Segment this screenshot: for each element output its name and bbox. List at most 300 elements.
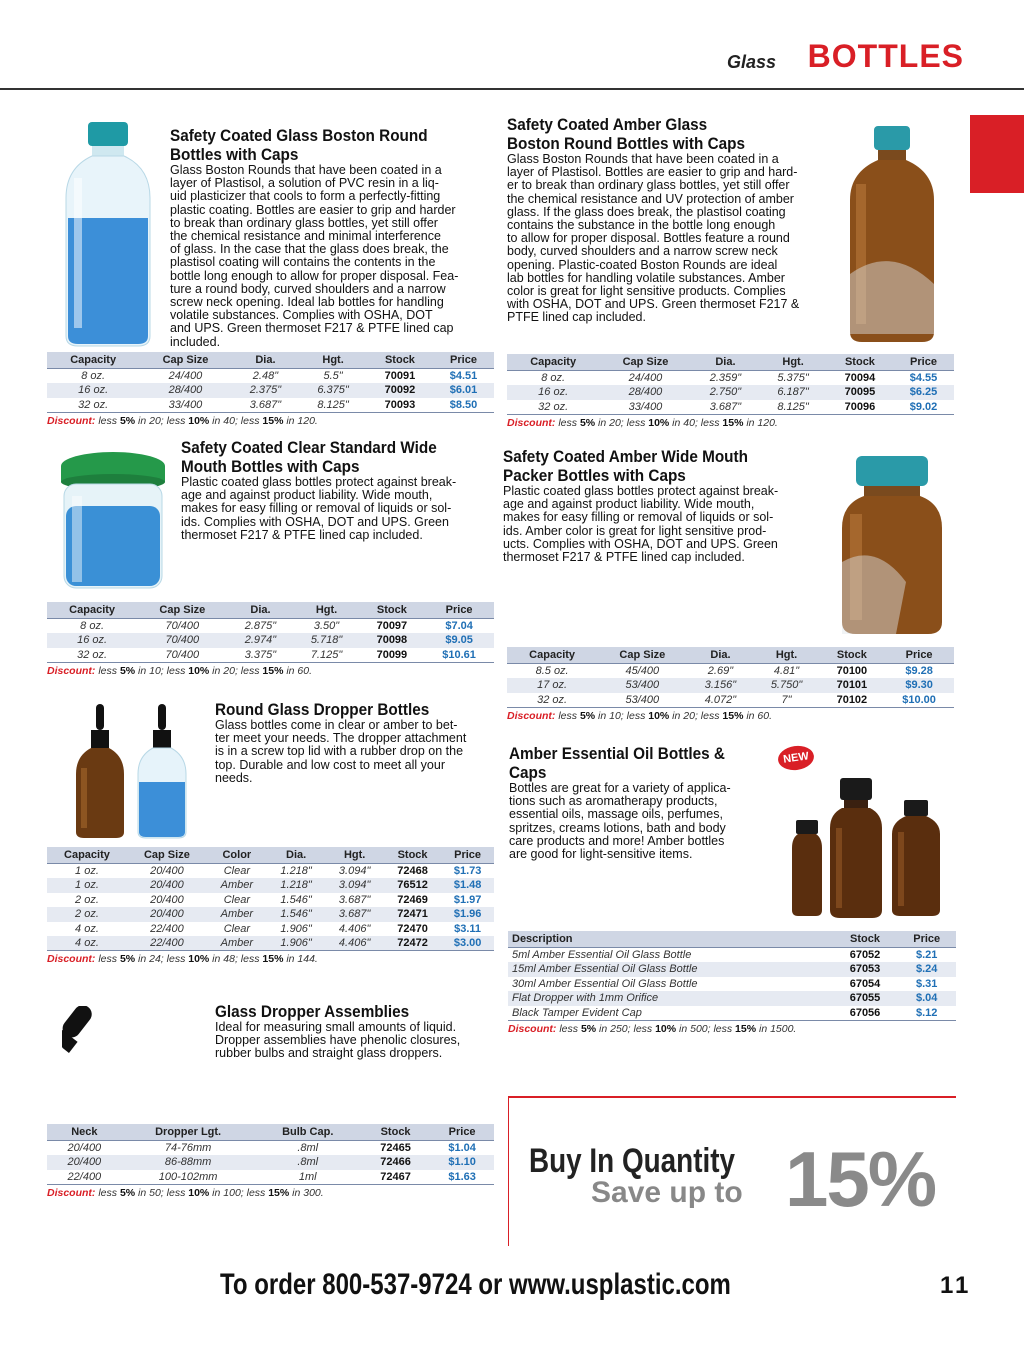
cell: 3.687" — [692, 400, 760, 415]
price-cell: $.31 — [915, 977, 938, 990]
table-row — [47, 398, 494, 413]
cell: 1.218" — [280, 865, 312, 877]
discount-text: in 250; less — [596, 1022, 656, 1035]
cell: 70/400 — [165, 620, 200, 632]
discount-text: in 120. — [743, 416, 778, 429]
s3-title — [181, 438, 462, 476]
col-header: Stock — [360, 602, 425, 619]
discount-pct: 5% — [119, 1186, 136, 1199]
table-row — [47, 907, 494, 922]
discount-text: in 120. — [283, 414, 318, 427]
s1-product-table — [47, 352, 494, 413]
price-cell: $.12 — [897, 1006, 956, 1021]
cell: 70/400 — [137, 633, 227, 648]
s3-desc-line: ids. Complies with OSHA, DOT and UPS. Green — [181, 514, 449, 529]
cell: 32 oz. — [47, 648, 137, 663]
price-cell: $4.55 — [909, 372, 938, 384]
discount-label: Discount: — [47, 664, 96, 677]
discount-label: Discount: — [507, 709, 556, 722]
cell: 3.687" — [338, 893, 371, 906]
cell: 20/400 — [150, 865, 184, 877]
price-cell: $9.30 — [884, 678, 954, 693]
s4-title-line: Packer Bottles with Caps — [503, 466, 686, 485]
cell: 8.125" — [299, 398, 367, 413]
discount-pct: 10% — [188, 1186, 210, 1199]
amber-packer-bottle-image — [836, 452, 948, 638]
discount-pct: 15% — [722, 416, 744, 429]
s2-desc-line: Glass Boston Rounds that have been coated in a — [507, 152, 779, 166]
cell: 20/400 — [150, 893, 184, 906]
s1-desc-line: plastic coating. Bottles are easier to grip and harder — [170, 202, 456, 217]
cell: Amber — [207, 936, 267, 951]
cell: Flat Dropper with 1mm Orifice — [508, 991, 833, 1006]
table-row — [47, 1155, 494, 1170]
discount-pct: 15% — [262, 953, 284, 965]
cell: 74-76mm — [164, 1142, 212, 1154]
stock-cell: 70096 — [827, 400, 893, 415]
discount-text: in 10; less — [135, 664, 189, 677]
promo-line2: Save up to — [591, 1176, 743, 1209]
price-cell: $1.73 — [453, 865, 482, 877]
table-row — [508, 977, 956, 992]
s1-desc-line: and UPS. Green thermoset F217 & PTFE lined cap — [170, 321, 454, 336]
table-row — [507, 664, 954, 679]
col-header: Dropper Lgt. — [122, 1124, 255, 1141]
s6-desc-line: are good for light-sensitive items. — [509, 847, 693, 862]
cell: 3.375" — [227, 648, 293, 663]
table-row — [508, 948, 956, 963]
discount-text: in 20; less — [669, 709, 723, 722]
s1-title-line: Bottles with Caps — [170, 145, 299, 164]
s1-table-block — [47, 352, 494, 427]
s3-table-block — [47, 602, 494, 677]
cell: Clear — [223, 893, 250, 906]
cell: Amber — [207, 878, 267, 893]
col-header: Hgt. — [325, 847, 384, 864]
cell: Amber — [207, 907, 267, 922]
cell: 22/400 — [47, 1170, 122, 1185]
s2-title-line: Boston Round Bottles with Caps — [507, 134, 745, 153]
col-header: Cap Size — [597, 647, 687, 664]
discount-pct: 15% — [722, 709, 744, 722]
price-cell: $6.01 — [433, 383, 494, 398]
table-row — [508, 962, 956, 977]
s6-discount — [508, 1023, 956, 1035]
s1-title — [170, 126, 458, 164]
discount-pct: 15% — [268, 1186, 290, 1199]
col-header: Hgt. — [759, 354, 827, 371]
stock-cell: 70095 — [827, 385, 893, 400]
discount-pct: 10% — [648, 416, 670, 429]
cell: 4.406" — [338, 922, 371, 935]
clear-boston-round-bottle-image — [58, 118, 158, 350]
col-header: Stock — [820, 647, 885, 664]
s1-text — [170, 126, 490, 349]
s1-desc-line: to break than ordinary glass bottles, yet still offer — [170, 215, 438, 230]
cell: 1 oz. — [75, 865, 99, 877]
cell: 24/400 — [168, 370, 203, 382]
table-row — [47, 936, 494, 951]
stock-cell: 70098 — [360, 633, 425, 648]
discount-text: in 100; less — [209, 1186, 269, 1199]
cell: 2.750" — [692, 385, 760, 400]
s5-desc-line: ter meet your needs. The dropper attachment — [215, 731, 467, 746]
s3-desc-line: makes for easy filling or removal of liquids or sol- — [181, 501, 452, 516]
s1-desc-line: plastisol coating will contains the contents in the — [170, 255, 436, 270]
discount-pct: 5% — [119, 953, 136, 965]
s4-desc-line: ids. Amber color is great for light sensitive prod- — [503, 523, 767, 538]
stock-cell: 72466 — [361, 1155, 430, 1170]
s2-desc-line: to allow for proper disposal. Bottles feature a round — [507, 231, 790, 246]
cell: 2.974" — [227, 633, 293, 648]
s1-desc-line: Glass Boston Rounds that have been coated in a — [170, 163, 442, 177]
s4-title — [503, 447, 791, 485]
discount-text: less — [555, 416, 580, 429]
col-header: Bulb Cap. — [255, 1124, 361, 1141]
price-cell: $10.61 — [424, 648, 494, 663]
s2-table-block — [507, 354, 954, 429]
discount-text: in 1500. — [756, 1022, 797, 1035]
price-cell: $.21 — [915, 949, 938, 961]
price-cell: $.04 — [897, 991, 956, 1006]
table-row — [47, 878, 494, 893]
s2-desc-line: opening. Plastic-coated Boston Rounds are ideal — [507, 257, 778, 272]
discount-text: less — [95, 664, 120, 677]
col-header: Cap Size — [599, 354, 691, 371]
s3-title-line: Mouth Bottles with Caps — [181, 457, 360, 476]
price-cell: $1.04 — [448, 1142, 476, 1154]
page-header — [0, 0, 1024, 90]
s5-discount — [47, 953, 494, 965]
s2-desc-line: layer of Plastisol. Bottles are easier to grip and hard- — [507, 165, 798, 180]
discount-pct: 5% — [579, 709, 596, 722]
col-header: Dia. — [692, 354, 760, 371]
cell: 33/400 — [599, 400, 691, 415]
buy-in-quantity-promo — [508, 1096, 956, 1246]
s4-desc-line: ucts. Complies with OSHA, DOT and UPS. Green — [503, 536, 778, 551]
cell: 28/400 — [599, 385, 691, 400]
s1-desc-line: screw neck opening. Ideal lab bottles for handling — [170, 295, 444, 310]
s6-desc-line: tions such as aromatherapy products, — [509, 794, 718, 809]
s3-title-line: Safety Coated Clear Standard Wide — [181, 438, 437, 457]
cell: 4 oz. — [47, 936, 127, 951]
discount-text: in 20; less — [135, 414, 189, 427]
page-number: 11 — [940, 1272, 972, 1299]
s1-title-line: Safety Coated Glass Boston Round — [170, 126, 428, 145]
section-tab — [970, 115, 1024, 193]
discount-pct: 10% — [648, 709, 670, 722]
cell: 3.094" — [338, 865, 371, 877]
s4-desc-line: age and against product liability. Wide mouth, — [503, 497, 755, 512]
cell: 53/400 — [597, 693, 687, 708]
stock-cell: 70097 — [376, 620, 408, 632]
stock-cell: 70100 — [836, 665, 868, 677]
price-cell: $8.50 — [433, 398, 494, 413]
s4-discount — [507, 710, 954, 722]
s6-title — [509, 744, 743, 782]
col-header: Dia. — [687, 647, 753, 664]
cell: 4.072" — [687, 693, 753, 708]
cell: 1ml — [255, 1170, 361, 1185]
amber-boston-round-bottle-image — [842, 124, 942, 346]
cell: 24/400 — [628, 372, 663, 384]
table-row — [508, 1006, 956, 1021]
s3-description — [181, 476, 493, 542]
cell: 3.50" — [313, 620, 340, 632]
col-header: Cap Size — [139, 352, 231, 369]
s1-description — [170, 164, 490, 349]
clear-wide-mouth-bottle-image — [56, 446, 170, 594]
cell: 1.906" — [280, 922, 312, 935]
s1-desc-line: the chemical resistance and minimal interference — [170, 229, 441, 244]
s1-discount — [47, 415, 494, 427]
col-header: Stock — [384, 847, 441, 864]
s1-desc-line: volatile substances. Complies with OSHA, DOT — [170, 308, 433, 323]
s2-desc-line: lab bottles for handling volatile substances. Amber — [507, 270, 785, 285]
discount-pct: 15% — [262, 664, 284, 677]
s6-table-block — [508, 931, 956, 1035]
s4-table-block — [507, 647, 954, 722]
table-row — [47, 633, 494, 648]
s7-discount — [47, 1187, 494, 1199]
cell: 5ml Amber Essential Oil Glass Bottle — [512, 949, 692, 961]
col-header: Stock — [367, 352, 433, 369]
cell: 20/400 — [47, 1155, 122, 1170]
s2-title-line: Safety Coated Amber Glass — [507, 115, 708, 134]
cell: Clear — [223, 922, 250, 935]
cell: 16 oz. — [507, 385, 599, 400]
cell: Clear — [223, 865, 250, 877]
s4-description — [503, 485, 823, 564]
cell: 1.906" — [267, 936, 326, 951]
cell: 6.187" — [759, 385, 827, 400]
table-row — [47, 922, 494, 937]
cell: 30ml Amber Essential Oil Glass Bottle — [512, 977, 698, 990]
discount-text: in 60. — [743, 709, 773, 722]
cell: 8.125" — [759, 400, 827, 415]
s4-desc-line: thermoset F217 & PTFE lined cap included. — [503, 550, 745, 565]
discount-pct: 15% — [735, 1022, 757, 1035]
s2-desc-line: the chemical resistance and UV protection of amber — [507, 191, 794, 206]
price-cell: $4.51 — [449, 370, 478, 382]
promo-percent: 15% — [785, 1135, 936, 1223]
col-header: Color — [207, 847, 267, 864]
discount-text: less — [95, 953, 120, 965]
s5-desc-line: needs. — [215, 770, 253, 785]
price-cell: $9.02 — [893, 400, 954, 415]
s3-product-table — [47, 602, 494, 663]
s4-title-line: Safety Coated Amber Wide Mouth — [503, 447, 748, 466]
s5-text — [215, 700, 495, 785]
s5-desc-line: Glass bottles come in clear or amber to bet- — [215, 718, 458, 732]
dropper-bottles-image — [72, 702, 192, 840]
cell: 2.375" — [232, 383, 300, 398]
col-header: Price — [884, 647, 954, 664]
cell: 17 oz. — [507, 678, 597, 693]
stock-cell: 72470 — [397, 922, 428, 935]
discount-text: in 144. — [283, 953, 318, 965]
s3-text — [181, 438, 493, 542]
s5-title — [215, 700, 467, 719]
discount-text: in 40; less — [669, 416, 723, 429]
s1-desc-line: ture a round body, curved shoulders and a narrow — [170, 281, 446, 296]
discount-pct: 5% — [579, 416, 596, 429]
s6-description — [509, 782, 769, 861]
table-row — [47, 864, 494, 879]
cell: 5.750" — [754, 678, 820, 693]
cell: 32 oz. — [507, 693, 597, 708]
cell: 6.375" — [299, 383, 367, 398]
col-header: Hgt. — [294, 602, 360, 619]
discount-pct: 15% — [262, 414, 284, 427]
cell: 2.69" — [707, 665, 734, 677]
new-badge: NEW — [777, 744, 816, 773]
cell: 7.125" — [294, 648, 360, 663]
discount-pct: 10% — [188, 664, 210, 677]
price-cell: $.24 — [897, 962, 956, 977]
stock-cell: 72469 — [397, 893, 428, 906]
s2-discount — [507, 417, 954, 429]
discount-text: in 10; less — [595, 709, 649, 722]
cell: 2 oz. — [47, 907, 127, 922]
s4-text — [503, 447, 823, 564]
cell: 8 oz. — [81, 370, 106, 382]
price-cell: $1.63 — [430, 1170, 494, 1185]
s6-title-line: Amber Essential Oil Bottles & — [509, 744, 725, 763]
cell: 16 oz. — [47, 633, 137, 648]
stock-cell: 72467 — [361, 1170, 430, 1185]
price-cell: $6.25 — [893, 385, 954, 400]
discount-pct: 5% — [119, 414, 136, 427]
cell: 20/400 — [127, 878, 207, 893]
table-row — [47, 383, 494, 398]
cell: 86-88mm — [122, 1155, 255, 1170]
s7-text — [215, 1002, 495, 1061]
cell: 20/400 — [67, 1142, 102, 1154]
stock-cell: 70093 — [367, 398, 433, 413]
cell: 5.5" — [323, 370, 343, 382]
table-row — [508, 991, 956, 1006]
discount-text: less — [95, 414, 120, 427]
s2-description — [507, 153, 837, 325]
s3-desc-line: Plastic coated glass bottles protect against break- — [181, 475, 457, 489]
stock-cell: 70091 — [384, 370, 416, 382]
s2-desc-line: PTFE lined cap included. — [507, 310, 646, 325]
discount-pct: 10% — [188, 414, 210, 427]
glass-dropper-assembly-image — [62, 1006, 194, 1118]
table-row — [47, 619, 494, 634]
col-header: Capacity — [47, 847, 127, 864]
cell: 2.48" — [252, 370, 279, 382]
stock-cell: 70101 — [820, 678, 885, 693]
stock-cell: 72465 — [380, 1142, 411, 1154]
discount-label: Discount: — [47, 953, 96, 965]
s5-table-block — [47, 847, 494, 965]
col-header: Dia. — [227, 602, 293, 619]
header-bottles: BOTTLES — [807, 38, 964, 74]
s1-desc-line: uid plasticizer that cools to form a perfectly-fitting — [170, 189, 441, 204]
s7-title — [215, 1002, 467, 1021]
s6-desc-line: spritzes, creams lotions, bath and body — [509, 820, 726, 835]
col-header: Capacity — [507, 647, 597, 664]
discount-text: in 300. — [289, 1186, 324, 1199]
s2-desc-line: glass. If the glass does break, the plastisol coating — [507, 204, 786, 219]
s6-desc-line: essential oils, massage oils, perfumes, — [509, 807, 723, 822]
s7-desc-line: Dropper assemblies have phenolic closures, — [215, 1033, 461, 1048]
discount-label: Discount: — [507, 416, 556, 429]
price-cell: $7.04 — [445, 620, 473, 632]
s3-desc-line: thermoset F217 & PTFE lined cap included. — [181, 527, 423, 542]
col-header: Stock — [827, 354, 893, 371]
table-row — [47, 893, 494, 908]
cell: 4.406" — [325, 936, 384, 951]
s5-desc-line: is in a screw top lid with a rubber drop on the — [215, 744, 464, 759]
s7-description — [215, 1021, 495, 1061]
cell: 1.218" — [267, 878, 326, 893]
discount-text: in 40; less — [209, 414, 263, 427]
price-cell: $1.96 — [441, 907, 494, 922]
cell: 5.375" — [777, 372, 809, 384]
stock-cell: 70092 — [367, 383, 433, 398]
table-row — [507, 371, 954, 386]
s7-table-block — [47, 1124, 494, 1199]
discount-label: Discount: — [47, 414, 96, 427]
discount-pct: 10% — [655, 1022, 677, 1035]
col-header: Price — [433, 352, 494, 369]
price-cell: $1.10 — [430, 1155, 494, 1170]
discount-pct: 5% — [119, 664, 136, 677]
discount-text: in 20; less — [209, 664, 263, 677]
s4-desc-line: Plastic coated glass bottles protect against break- — [503, 484, 779, 498]
cell: 33/400 — [139, 398, 231, 413]
s2-desc-line: body, curved shoulders and a narrow screw neck — [507, 244, 778, 259]
cell: 5.718" — [294, 633, 360, 648]
cell: 7" — [754, 693, 820, 708]
s2-title — [507, 115, 804, 153]
col-header: Price — [897, 931, 956, 948]
s2-text — [507, 115, 837, 325]
s3-discount — [47, 665, 494, 677]
s2-desc-line: er to break than ordinary glass bottles, yet still offer — [507, 178, 790, 193]
s5-title-line: Round Glass Dropper Bottles — [215, 700, 430, 719]
s7-title-line: Glass Dropper Assemblies — [215, 1002, 410, 1021]
col-header: Capacity — [507, 354, 599, 371]
col-header: Price — [430, 1124, 494, 1141]
s2-desc-line: contains the substance in the bottle long enough — [507, 218, 776, 233]
discount-text: less — [555, 709, 580, 722]
s1-desc-line: of glass. In the case that the glass does break, the — [170, 242, 449, 257]
table-row — [47, 648, 494, 663]
col-header: Stock — [833, 931, 898, 948]
cell: 3.094" — [325, 878, 384, 893]
col-header: Stock — [361, 1124, 430, 1141]
cell: 15ml Amber Essential Oil Glass Bottle — [508, 962, 833, 977]
col-header: Capacity — [47, 352, 139, 369]
stock-cell: 70099 — [360, 648, 425, 663]
price-cell: $3.11 — [454, 922, 482, 935]
col-header: Dia. — [267, 847, 326, 864]
cell: 1.546" — [280, 893, 312, 906]
s5-desc-line: top. Durable and low cost to meet all your — [215, 757, 445, 772]
price-cell: $9.05 — [424, 633, 494, 648]
col-header: Hgt. — [299, 352, 367, 369]
s1-desc-line: layer of Plastisol, a solution of PVC resin in a liq- — [170, 176, 439, 191]
cell: .8ml — [297, 1142, 319, 1154]
discount-label: Discount: — [47, 1186, 96, 1199]
stock-cell: 67054 — [849, 977, 881, 990]
s4-desc-line: makes for easy filling or removal of liquids or sol- — [503, 510, 774, 525]
cell: 100-102mm — [122, 1170, 255, 1185]
